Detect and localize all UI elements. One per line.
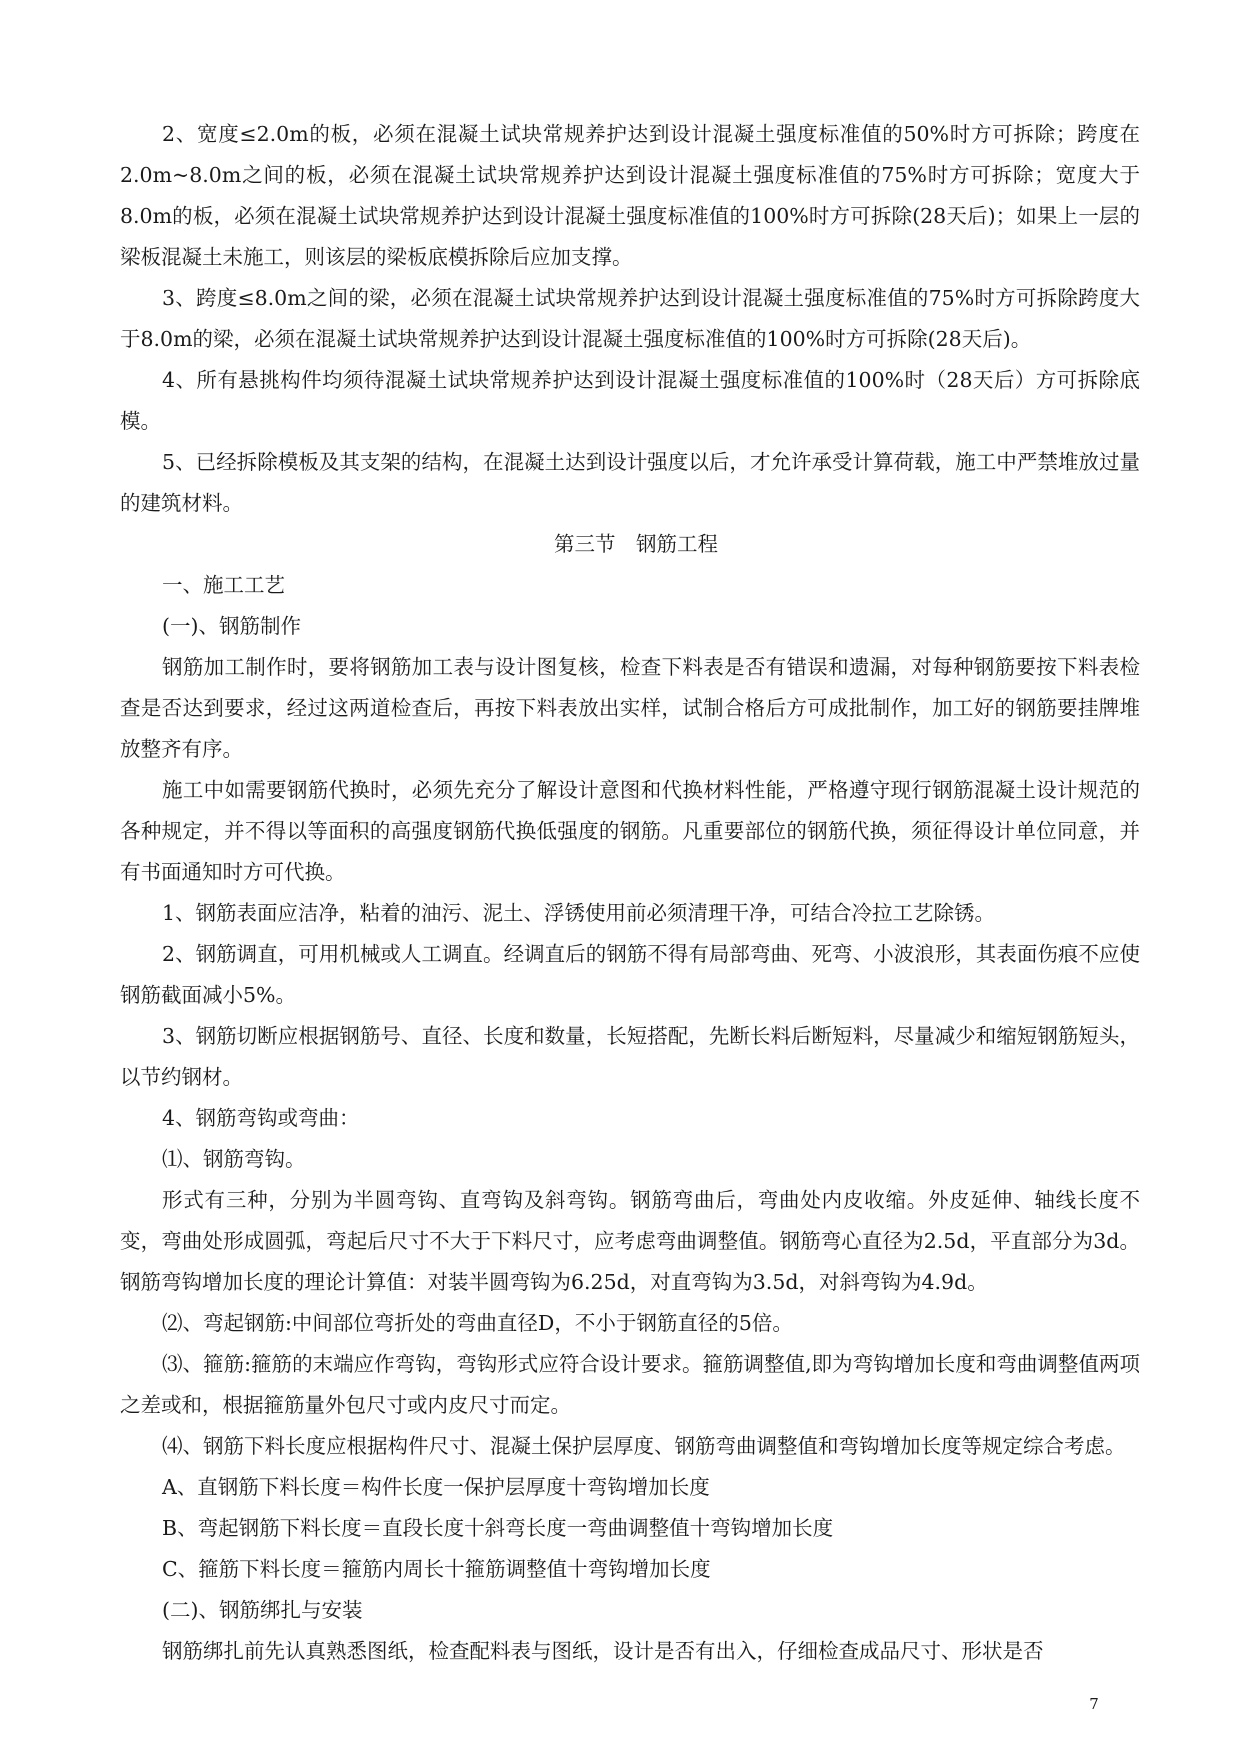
- paragraph-fabrication: 钢筋加工制作时，要将钢筋加工表与设计图复核，检查下料表是否有错误和遗漏，对每种钢筋要按下料表检查是否达到要求，经过这两道检查后，再按下料表放出实样，试制合格后方可成批制作，加工好的钢筋要挂牌堆放整齐有序。: [120, 655, 1140, 761]
- section-heading: 第三节 钢筋工程: [554, 532, 718, 556]
- formula-stirrup: C、箍筋下料长度＝箍筋内周长十箍筋调整值十弯钩增加长度: [162, 1557, 711, 1581]
- sub-item-hook: ⑴、钢筋弯钩。: [162, 1147, 306, 1171]
- paragraph-load-restriction: 5、已经拆除模板及其支架的结构，在混凝土达到设计强度以后，才允许承受计算荷载，施工中严禁堆放过量的建筑材料。: [120, 450, 1140, 515]
- paragraph-slab-removal: 2、宽度≤2.0m的板，必须在混凝土试块常规养护达到设计混凝土强度标准值的50%时方可拆除；跨度在2.0m~8.0m之间的板，必须在混凝土试块常规养护达到设计混凝土强度标准值的75%时方可拆除；宽度大于8.0m的板，必须在混凝土试块常规养护达到设计混凝土强度标准值的100%时方可拆除(28天后)；如果上一层的梁板混凝土未施工，则该层的梁板底模拆除后应加支撑。: [120, 122, 1140, 269]
- sub-item-stirrup: ⑶、箍筋:箍筋的末端应作弯钩，弯钩形式应符合设计要求。箍筋调整值,即为弯钩增加长度和弯曲调整值两项之差或和，根据箍筋量外包尺寸或内皮尺寸而定。: [120, 1352, 1140, 1417]
- list-item-bending: 4、钢筋弯钩或弯曲：: [162, 1106, 360, 1130]
- paragraph-binding: 钢筋绑扎前先认真熟悉图纸，检查配料表与图纸，设计是否有出入，仔细检查成品尺寸、形状是否: [162, 1639, 1044, 1663]
- formula-bent-bar: B、弯起钢筋下料长度＝直段长度十斜弯长度一弯曲调整值十弯钩增加长度: [162, 1516, 834, 1540]
- sub-item-bent-bar: ⑵、弯起钢筋:中间部位弯折处的弯曲直径D，不小于钢筋直径的5倍。: [162, 1311, 793, 1335]
- list-item-surface: 1、钢筋表面应洁净，粘着的油污、泥土、浮锈使用前必须清理干净，可结合冷拉工艺除锈。: [162, 901, 996, 925]
- paragraph-cantilever-removal: 4、所有悬挑构件均须待混凝土试块常规养护达到设计混凝土强度标准值的100%时（28天后）方可拆除底模。: [120, 368, 1140, 433]
- subheading-rebar-fabrication: (一)、钢筋制作: [162, 614, 301, 638]
- subheading-construction-process: 一、施工工艺: [162, 573, 285, 597]
- list-item-straightening: 2、钢筋调直，可用机械或人工调直。经调直后的钢筋不得有局部弯曲、死弯、小波浪形，其表面伤痕不应使钢筋截面减小5%。: [120, 942, 1140, 1007]
- formula-straight-bar: A、直钢筋下料长度＝构件长度一保护层厚度十弯钩增加长度: [162, 1475, 710, 1499]
- paragraph-beam-removal: 3、跨度≤8.0m之间的梁，必须在混凝土试块常规养护达到设计混凝土强度标准值的75%时方可拆除跨度大于8.0m的梁，必须在混凝土试块常规养护达到设计混凝土强度标准值的100%时方可拆除(28天后)。: [120, 286, 1140, 351]
- list-item-cutting: 3、钢筋切断应根据钢筋号、直径、长度和数量，长短搭配，先断长料后断短料，尽量减少和缩短钢筋短头，以节约钢材。: [120, 1024, 1140, 1089]
- page-body: [120, 114, 1140, 1672]
- subheading-binding-installation: (二)、钢筋绑扎与安装: [162, 1598, 363, 1622]
- sub-item-cut-length: ⑷、钢筋下料长度应根据构件尺寸、混凝土保护层厚度、钢筋弯曲调整值和弯钩增加长度等规定综合考虑。: [162, 1434, 1126, 1458]
- paragraph-rebar-substitution: 施工中如需要钢筋代换时，必须先充分了解设计意图和代换材料性能，严格遵守现行钢筋混凝土设计规范的各种规定，并不得以等面积的高强度钢筋代换低强度的钢筋。凡重要部位的钢筋代换，须征得设计单位同意，并有书面通知时方可代换。: [120, 778, 1140, 884]
- page-number: 7: [1089, 1695, 1099, 1713]
- paragraph-hook-forms: 形式有三种，分别为半圆弯钩、直弯钩及斜弯钩。钢筋弯曲后，弯曲处内皮收缩。外皮延伸、轴线长度不变，弯曲处形成圆弧，弯起后尺寸不大于下料尺寸，应考虑弯曲调整值。钢筋弯心直径为2.5d，平直部分为3d。钢筋弯钩增加长度的理论计算值：对装半圆弯钩为6.25d，对直弯钩为3.5d，对斜弯钩为4.9d。: [120, 1188, 1140, 1294]
